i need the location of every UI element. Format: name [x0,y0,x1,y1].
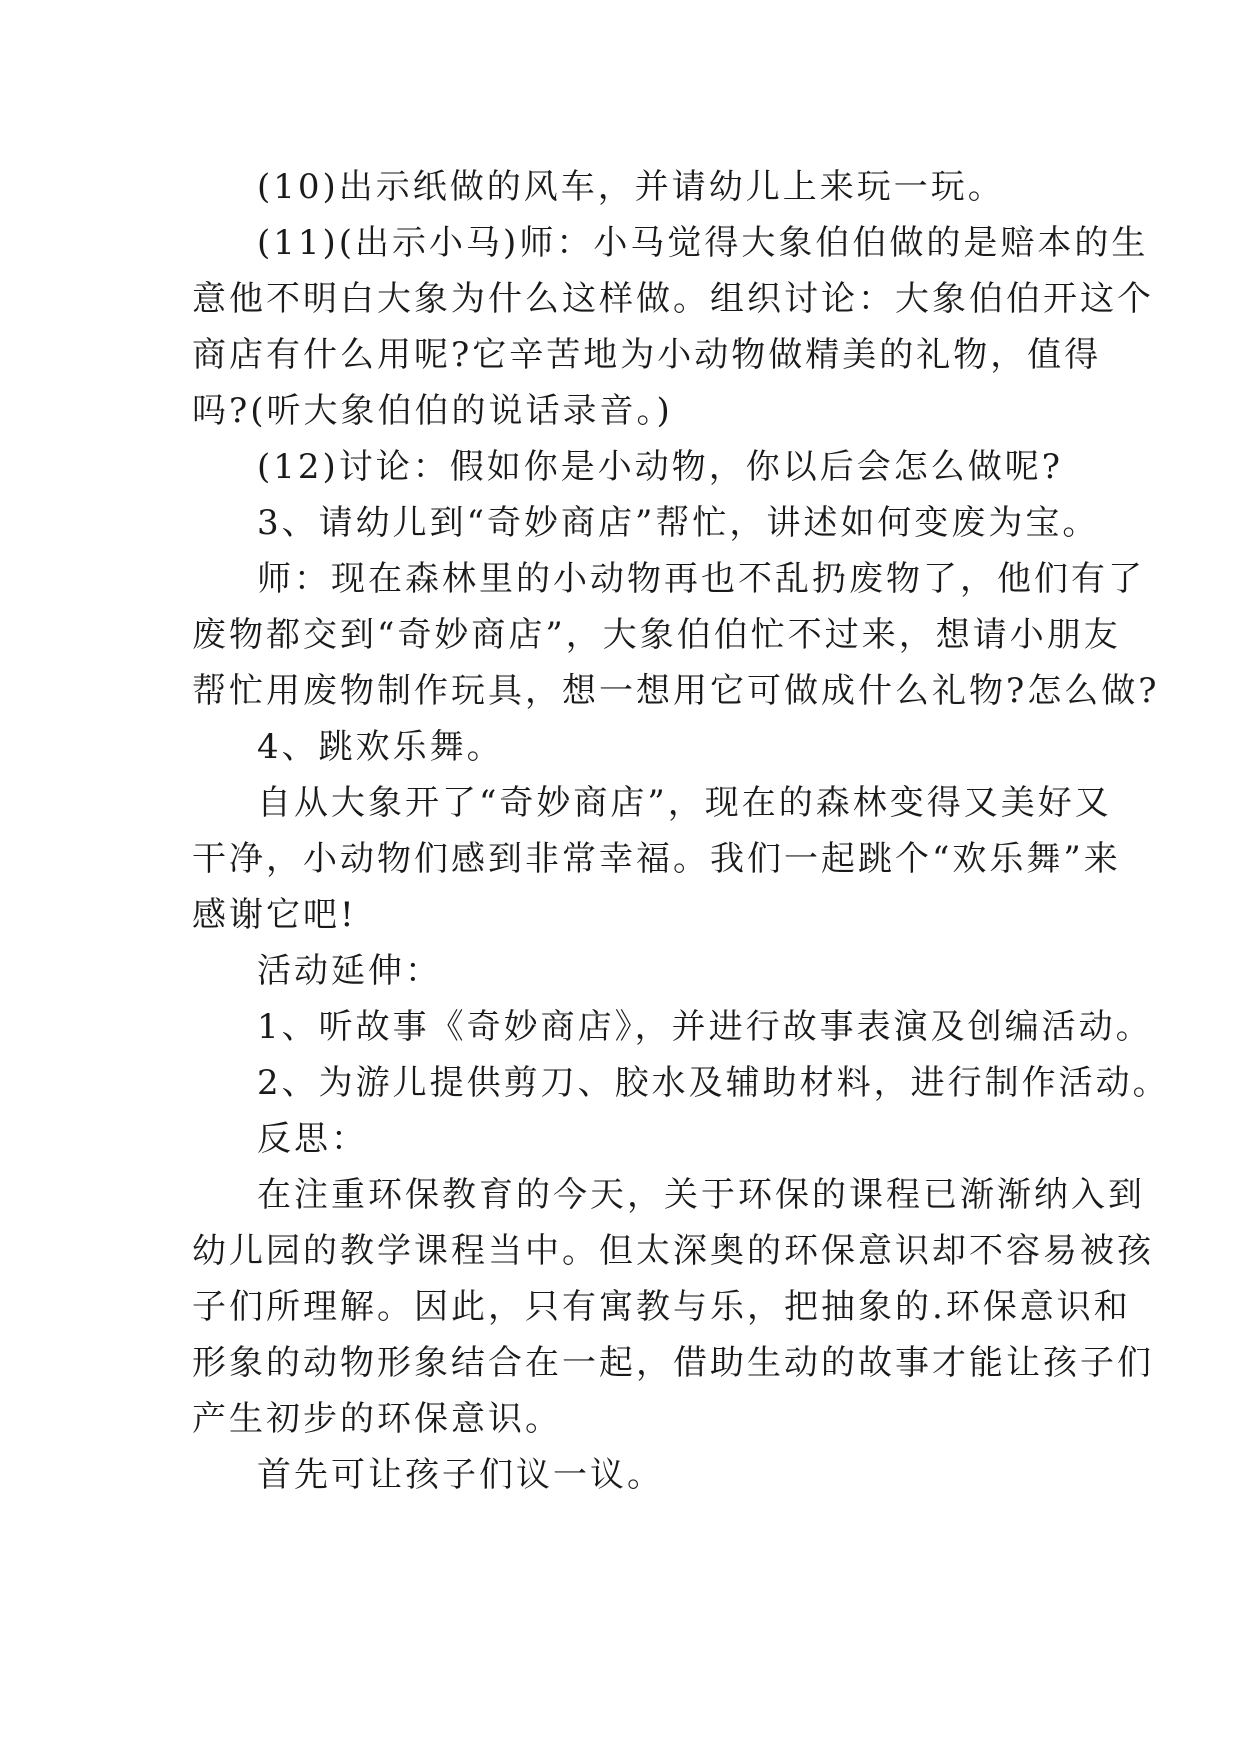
text-line-21: 子们所理解。因此，只有寓教与乐，把抽象的.环保意识和 [192,1287,1131,1327]
text-line-18: 反思： [257,1119,368,1159]
text-line-13: 干净，小动物们感到非常幸福。我们一起跳个“欢乐舞”来 [192,839,1121,879]
text-line-3: 意他不明白大象为什么这样做。组织讨论：大象伯伯开这个 [192,279,1154,319]
text-line-6: (12)讨论：假如你是小动物，你以后会怎么做呢? [257,447,1064,487]
text-line-11: 4、跳欢乐舞。 [257,727,504,767]
text-line-22: 形象的动物形象结合在一起，借助生动的故事才能让孩子们 [192,1343,1154,1383]
text-line-1: (10)出示纸做的风车，并请幼儿上来玩一玩。 [257,167,1005,207]
text-line-19: 在注重环保教育的今天，关于环保的课程已渐渐纳入到 [257,1175,1145,1215]
text-line-23: 产生初步的环保意识。 [192,1399,562,1439]
text-line-24: 首先可让孩子们议一议。 [257,1455,664,1495]
text-line-20: 幼儿园的教学课程当中。但太深奥的环保意识却不容易被孩 [192,1231,1154,1271]
text-line-15: 活动延伸： [257,951,442,991]
text-line-10: 帮忙用废物制作玩具，想一想用它可做成什么礼物?怎么做? [192,671,1160,711]
text-line-12: 自从大象开了“奇妙商店”，现在的森林变得又美好又 [257,783,1112,823]
text-line-16: 1、听故事《奇妙商店》，并进行故事表演及创编活动。 [257,1007,1153,1047]
text-line-8: 师：现在森林里的小动物再也不乱扔废物了，他们有了 [257,559,1145,599]
text-line-7: 3、请幼儿到“奇妙商店”帮忙，讲述如何变废为宝。 [257,503,1100,543]
text-line-9: 废物都交到“奇妙商店”，大象伯伯忙不过来，想请小朋友 [192,615,1121,655]
text-line-17: 2、为游儿提供剪刀、胶水及辅助材料，进行制作活动。 [257,1063,1170,1103]
text-line-4: 商店有什么用呢?它辛苦地为小动物做精美的礼物，值得 [192,335,1102,375]
text-line-14: 感谢它吧! [192,895,357,935]
text-line-5: 吗?(听大象伯伯的说话录音。) [192,391,673,431]
text-line-2: (11)(出示小马)师：小马觉得大象伯伯做的是赔本的生 [257,223,1149,263]
